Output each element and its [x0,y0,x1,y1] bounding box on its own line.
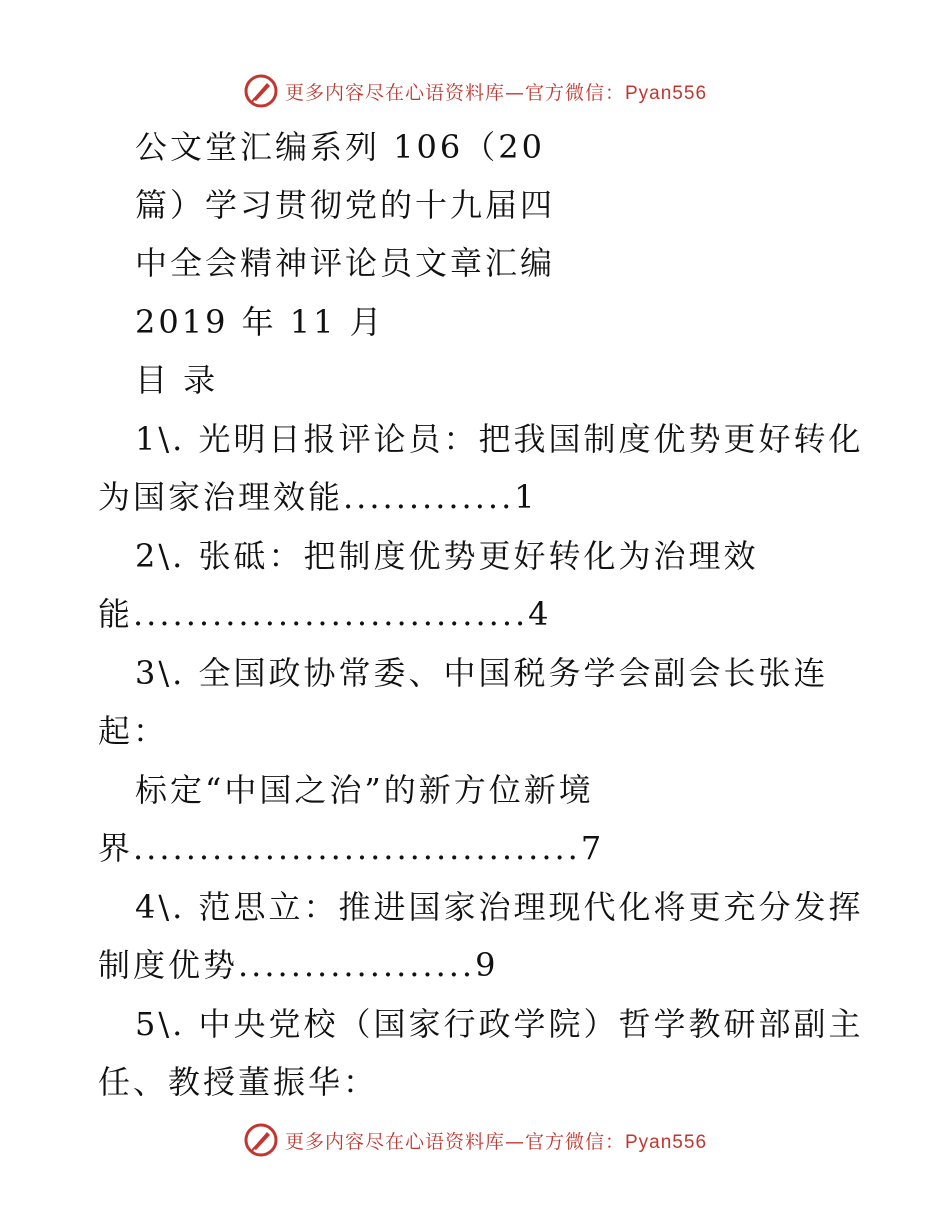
toc-entry-4-cont: 制度优势..................9 [98,946,499,984]
toc-entry-2: 2\. 张砥：把制度优势更好转化为治理效 [135,537,759,575]
toc-entry-5: 5\. 中央党校（国家行政学院）哲学教研部副主 [135,1005,864,1043]
quill-logo-icon [243,73,279,109]
watermark-text: 更多内容尽在心语资料库—官方微信：Pyan556 [284,81,708,104]
toc-entry-3: 3\. 全国政协常委、中国税务学会副会长张连 [135,654,829,692]
watermark-wechat-id: Pyan556 [625,82,708,104]
toc-entry-1-cont: 为国家治理效能.............1 [98,478,538,516]
watermark-wechat-id: Pyan556 [625,1131,708,1153]
title-line-2: 篇）学习贯彻党的十九届四 [135,186,556,224]
title-line-1: 公文堂汇编系列 106（20 [135,128,545,166]
title-line-3: 中全会精神评论员文章汇编 [135,244,556,282]
toc-entry-2-cont: 能..............................4 [98,595,552,633]
watermark-header [0,71,950,111]
toc-heading: 目 录 [135,361,219,399]
toc-entry-3-subtitle: 标定“中国之治”的新方位新境 [135,771,594,809]
watermark-footer [0,1120,950,1160]
watermark-text: 更多内容尽在心语资料库—官方微信：Pyan556 [284,1130,708,1153]
toc-entry-5-cont: 任、教授董振华： [98,1063,379,1101]
document-date: 2019 年 11 月 [135,303,385,341]
toc-entry-1: 1\. 光明日报评论员：把我国制度优势更好转化 [135,420,864,458]
toc-entry-4: 4\. 范思立：推进国家治理现代化将更充分发挥 [135,888,864,926]
toc-entry-3-page: 界..................................7 [98,829,605,867]
quill-logo-icon [243,1122,279,1158]
toc-entry-3-cont: 起： [98,712,169,750]
